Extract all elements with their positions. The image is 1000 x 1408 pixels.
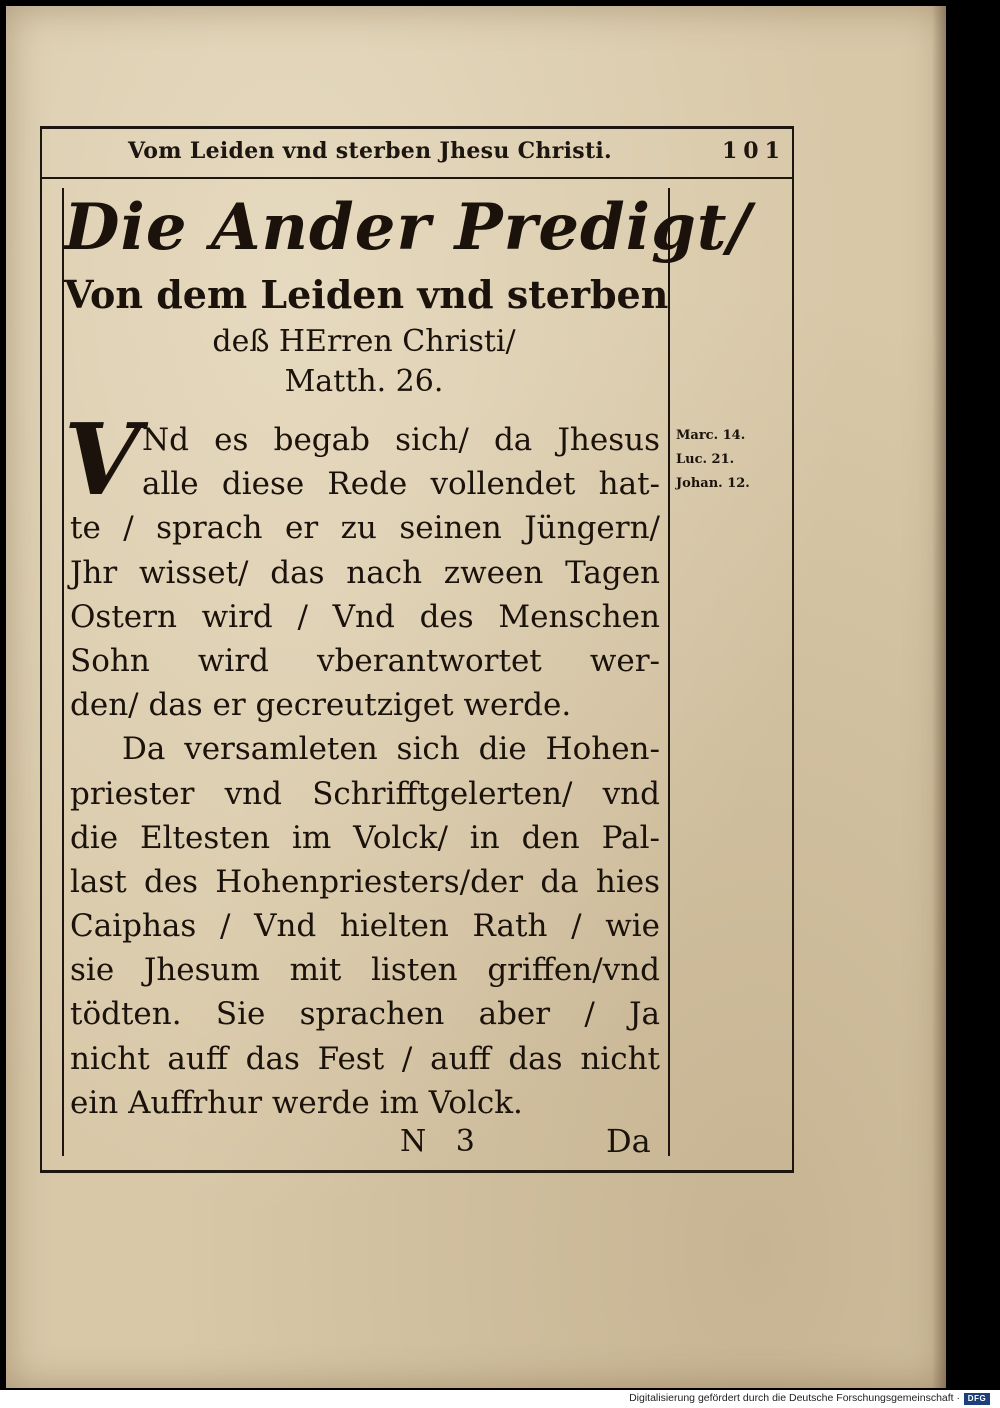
text-line: Jhr wisset/ das nach zween Tagen — [70, 554, 660, 591]
text-line: alle diese Rede vollendet hat- — [142, 466, 660, 503]
marginal-notes — [676, 424, 776, 496]
marginal-note: Johan. 12. — [676, 476, 750, 491]
text-line: nicht auff das Fest / auff das nicht — [70, 1040, 660, 1077]
text-line: die Eltesten im Volck/ in den Pal- — [70, 819, 660, 856]
text-line: te / sprach er zu seinen Jüngern/ — [70, 510, 660, 547]
page-number: 101 — [722, 138, 786, 164]
catchword: Da — [606, 1122, 651, 1160]
text-line: Da versamleten sich die Hohen- — [122, 731, 660, 768]
marginal-note: Marc. 14. — [676, 428, 746, 443]
text-line: tödten. Sie sprachen aber / Ja — [70, 996, 660, 1033]
scripture-reference: Matth. 26. — [284, 364, 444, 399]
text-line: Caiphas / Vnd hielten Rath / wie — [70, 908, 660, 945]
text-line: ein Auffrhur werde im Volck. — [70, 1084, 523, 1121]
marginal-note: Luc. 21. — [676, 452, 735, 467]
running-head: Vom Leiden vnd sterben Jhesu Christi. — [127, 138, 613, 164]
text-line: den/ das er gecreutziget werde. — [70, 687, 572, 724]
drop-initial: V — [64, 403, 141, 518]
body-text — [70, 418, 660, 1125]
signature-mark: N 3 — [400, 1124, 485, 1159]
text-line: Ostern wird / Vnd des Menschen — [70, 598, 660, 635]
funding-notice: Digitalisierung gefördert durch die Deutsche Forschungsgemeinschaft · — [629, 1392, 960, 1404]
sermon-subtitle-line2: deß HErren Christi/ — [212, 324, 516, 359]
text-line: last des Hohenpriesters/der da hies — [70, 863, 660, 900]
text-line: sie Jhesum mit listen griffen/vnd — [70, 952, 660, 989]
text-line: Nd es begab sich/ da Jhesus — [142, 422, 660, 458]
sermon-title: Die Ander Predigt/ — [64, 190, 752, 265]
text-line: Sohn wird vberantwortet wer- — [70, 642, 660, 679]
text-line: priester vnd Schrifftgelerten/ vnd — [70, 775, 660, 812]
sermon-subtitle: Von dem Leiden vnd sterben — [64, 272, 669, 317]
dfg-logo: DFG — [964, 1393, 990, 1405]
